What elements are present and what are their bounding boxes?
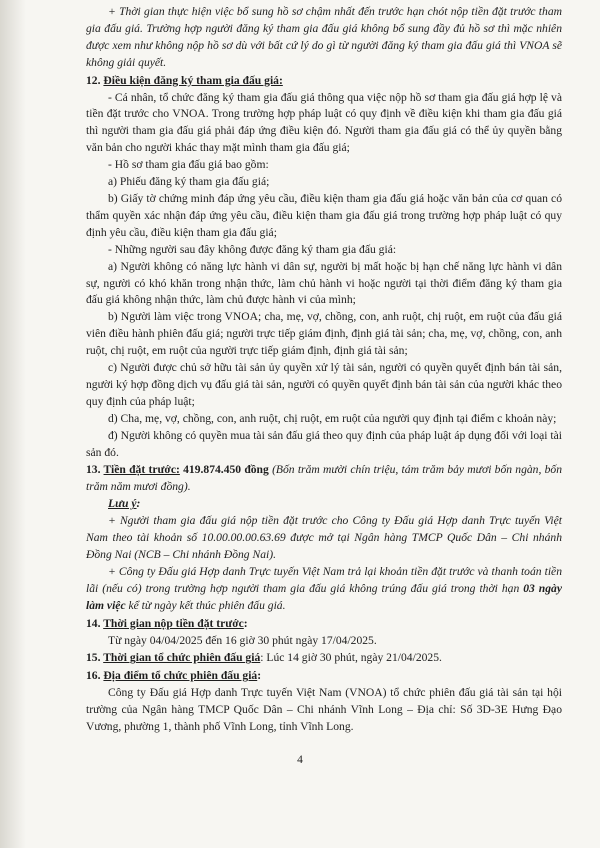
auction-location: Công ty Đấu giá Hợp danh Trực tuyến Việt Nam (VNOA) tổ chức phiên đấu giá tài sản tại hội trường của Ngân hàng TMCP Quốc Dân – Chi nhánh Vĩnh Long – Địa chỉ: Số 3D-3E Hưng Đạo Vương, phường 1, thành phố Vĩnh Long, tỉnh Vĩnh Long. bbox=[86, 686, 562, 734]
section-16-title: Địa điểm tổ chức phiên đấu giá bbox=[103, 669, 258, 683]
section-13-heading bbox=[86, 462, 562, 496]
scan-edge-shadow bbox=[0, 0, 26, 848]
s12-paragraph-5: - Những người sau đây không được đăng ký tham gia đấu giá: bbox=[108, 242, 397, 256]
section-14-number: 14. bbox=[86, 616, 101, 630]
deposit-amount-words: (Bốn trăm mười chín triệu, tám trăm bảy mươi bốn ngàn, bốn trăm năm mươi đồng). bbox=[86, 463, 563, 494]
section-12-number: 12. bbox=[86, 73, 101, 87]
note-label-text: Lưu ý bbox=[108, 497, 137, 511]
refund-note-part-1: + Công ty Đấu giá Hợp danh Trực tuyến Việt Nam trả lại khoản tiền đặt trước và thanh toán tiền lãi (nếu có) trong trường hợp người tham gia đấu giá không trúng đấu giá trong thời hạn bbox=[86, 564, 562, 595]
section-15-heading bbox=[86, 650, 562, 667]
section-14-heading bbox=[86, 616, 562, 633]
deposit-amount: 419.874.450 đồng bbox=[183, 463, 269, 477]
note-label-colon: : bbox=[136, 497, 141, 511]
section-13-title: Tiền đặt trước: bbox=[103, 463, 180, 477]
deposit-refund-note bbox=[86, 564, 562, 615]
section-16-colon: : bbox=[257, 669, 262, 683]
note-label bbox=[86, 496, 562, 513]
section-14-title: Thời gian nộp tiền đặt trước bbox=[103, 616, 244, 630]
s12-paragraph-8: c) Người được chủ sở hữu tài sản ủy quyền xử lý tài sản, người có quyền quyết định bán tài sản, người ký hợp đồng dịch vụ đấu giá tài sản, người có quyền quyết định bán tài sản của người khác theo quy định của pháp luật; bbox=[86, 361, 562, 408]
refund-note-deadline: 03 ngày làm việc bbox=[86, 581, 562, 612]
section-12-title: Điều kiện đăng ký tham gia đấu giá: bbox=[103, 73, 283, 87]
section-16-number: 16. bbox=[86, 669, 101, 683]
supplement-deadline-note: + Thời gian thực hiện việc bổ sung hồ sơ chậm nhất đến trước hạn chót nộp tiền đặt trước tham gia đấu giá. Trường hợp người đăng ký tham gia đấu giá không bổ sung đầy đủ hồ sơ thì mặc nhiên được xem như không nộp hồ sơ dù với bất cứ lý do gì từ người đăng ký tham gia đấu giá thì VNOA sẽ không giải quyết. bbox=[86, 5, 562, 69]
s12-paragraph-3: a) Phiếu đăng ký tham gia đấu giá; bbox=[108, 175, 270, 189]
s12-paragraph-2: - Hồ sơ tham gia đấu giá bao gồm: bbox=[108, 158, 269, 172]
page-number: 4 bbox=[297, 754, 303, 766]
s12-paragraph-10: đ) Người không có quyền mua tài sản đấu giá theo quy định của pháp luật áp dụng đối với loại tài sản đó. bbox=[86, 428, 562, 459]
deposit-period: Từ ngày 04/04/2025 đến 16 giờ 30 phút ngày 17/04/2025. bbox=[108, 633, 377, 647]
section-12-heading bbox=[86, 73, 562, 90]
section-14-colon: : bbox=[243, 616, 248, 630]
s12-paragraph-1: - Cá nhân, tổ chức đăng ký tham gia đấu giá thông qua việc nộp hồ sơ tham gia đấu giá hợp lệ và tiền đặt trước cho VNOA. Trong trường hợp pháp luật có quy định về điều kiện khi tham gia đấu giá thì người tham gia đấu giá phải đáp ứng điều kiện đó. Người tham gia đấu giá có thể ủy quyền bằng văn bản cho người khác thay mặt mình tham gia đấu giá; bbox=[86, 90, 562, 155]
section-16-heading bbox=[86, 668, 562, 685]
s12-paragraph-9: d) Cha, mẹ, vợ, chồng, con, anh ruột, chị ruột, em ruột của người quy định tại điểm c khoản này; bbox=[108, 411, 557, 425]
deposit-account-note: + Người tham gia đấu giá nộp tiền đặt trước cho Công ty Đấu giá Hợp danh Trực tuyến Việt Nam theo tài khoản số 10.00.00.00.63.69 được mở tại Ngân hàng TMCP Quốc Dân – Chi nhánh Đồng Nai (NCB – Chi nhánh Đồng Nai). bbox=[86, 514, 562, 561]
section-15-number: 15. bbox=[86, 651, 101, 665]
refund-note-part-2: kể từ ngày kết thúc phiên đấu giá. bbox=[125, 598, 286, 612]
s12-paragraph-4: b) Giấy tờ chứng minh đáp ứng yêu cầu, điều kiện tham gia đấu giá hoặc văn bản của cơ quan có thẩm quyền xác nhận đáp ứng yêu cầu, điều kiện tham gia đấu giá trong trường hợp pháp luật có quy định yêu cầu, điều kiện tham gia đấu giá; bbox=[86, 191, 562, 239]
auction-time: : Lúc 14 giờ 30 phút, ngày 21/04/2025. bbox=[260, 651, 442, 665]
section-15-title: Thời gian tổ chức phiên đấu giá bbox=[103, 651, 261, 665]
s12-paragraph-6: a) Người không có năng lực hành vi dân sự, người bị mất hoặc bị hạn chế năng lực hành vi dân sự, người có khó khăn trong nhận thức, làm chủ hành vi hoặc người tại thời điểm đăng ký tham gia đấu giá không nhận thức, làm chủ được hành vi của mình; bbox=[86, 259, 562, 307]
section-13-number: 13. bbox=[86, 463, 101, 477]
s12-paragraph-7: b) Người làm việc trong VNOA; cha, mẹ, vợ, chồng, con, anh ruột, chị ruột, em ruột của đấu giá viên điều hành phiên đấu giá; người trực tiếp giám định, định giá tài sản; cha, mẹ, vợ, chồng, con, anh ruột, chị ruột, em ruột của người trực tiếp giám định, định giá tài sản; bbox=[86, 310, 562, 358]
